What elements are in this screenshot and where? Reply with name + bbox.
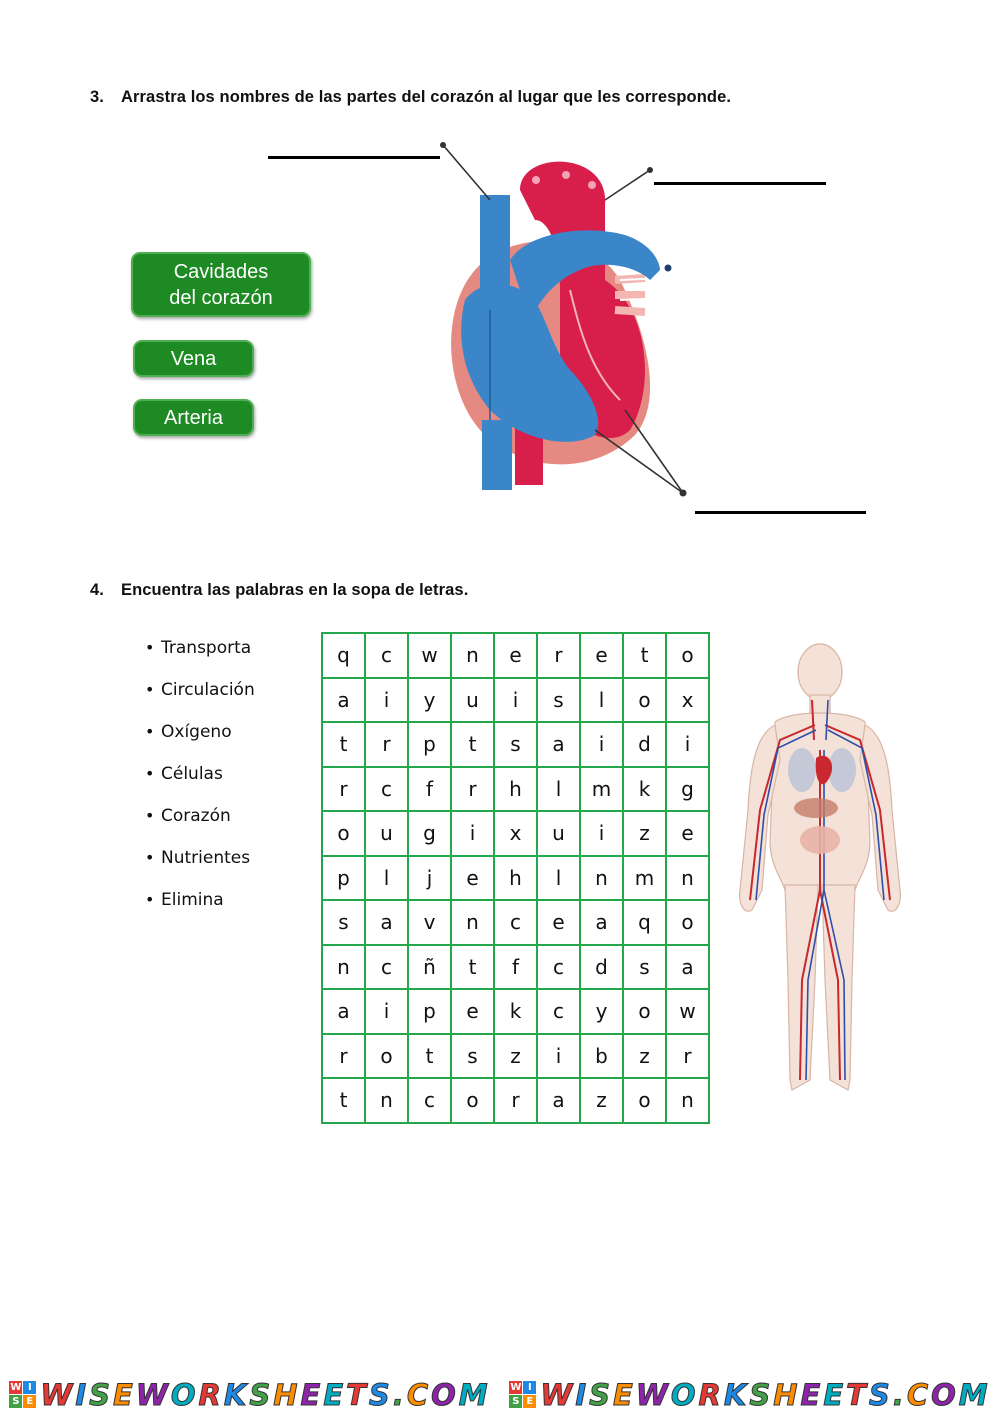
grid-cell[interactable]: ñ — [408, 945, 451, 990]
list-item: • Elimina — [145, 890, 224, 910]
grid-cell[interactable]: n — [451, 633, 494, 678]
grid-cell[interactable]: c — [365, 633, 408, 678]
grid-cell[interactable]: y — [580, 989, 623, 1034]
question-3-number: 3. — [90, 88, 104, 106]
grid-cell[interactable]: x — [494, 811, 537, 856]
grid-cell[interactable]: w — [666, 989, 709, 1034]
question-3-title — [90, 88, 731, 107]
grid-row — [322, 856, 709, 901]
grid-cell[interactable]: a — [322, 678, 365, 723]
grid-cell[interactable]: l — [580, 678, 623, 723]
grid-cell[interactable]: p — [408, 722, 451, 767]
grid-cell[interactable]: p — [322, 856, 365, 901]
grid-cell[interactable]: a — [537, 722, 580, 767]
grid-row — [322, 900, 709, 945]
grid-cell[interactable]: s — [494, 722, 537, 767]
grid-cell[interactable]: n — [365, 1078, 408, 1123]
grid-cell[interactable]: f — [494, 945, 537, 990]
heart-diagram — [420, 130, 710, 510]
list-item: • Nutrientes — [145, 848, 251, 868]
grid-cell[interactable]: i — [537, 1034, 580, 1079]
list-item: • Células — [145, 764, 223, 784]
grid-cell[interactable]: f — [408, 767, 451, 812]
circulatory-system-figure — [720, 640, 920, 1100]
grid-cell[interactable]: u — [537, 811, 580, 856]
grid-cell[interactable]: r — [666, 1034, 709, 1079]
grid-cell[interactable]: i — [666, 722, 709, 767]
grid-cell[interactable]: e — [494, 633, 537, 678]
grid-cell[interactable]: c — [365, 767, 408, 812]
grid-cell[interactable]: n — [666, 856, 709, 901]
grid-cell[interactable]: e — [580, 633, 623, 678]
grid-cell[interactable]: e — [666, 811, 709, 856]
brand-text: WISEWORKSHEETS.COM — [540, 1377, 991, 1412]
grid-cell[interactable]: w — [408, 633, 451, 678]
grid-cell[interactable]: l — [365, 856, 408, 901]
list-item: • Transporta — [145, 638, 252, 658]
grid-cell[interactable]: a — [666, 945, 709, 990]
grid-cell[interactable]: c — [494, 900, 537, 945]
brand-text: WISEWORKSHEETS.COM — [40, 1377, 491, 1412]
grid-cell[interactable]: i — [580, 811, 623, 856]
grid-cell[interactable]: c — [537, 945, 580, 990]
grid-cell[interactable]: t — [623, 633, 666, 678]
grid-cell[interactable]: o — [623, 678, 666, 723]
grid-cell[interactable]: e — [537, 900, 580, 945]
grid-cell[interactable]: n — [451, 900, 494, 945]
grid-cell[interactable]: r — [494, 1078, 537, 1123]
grid-cell[interactable]: n — [666, 1078, 709, 1123]
drag-chip-vena-label: Vena — [170, 347, 217, 370]
grid-row — [322, 678, 709, 723]
grid-cell[interactable]: i — [494, 678, 537, 723]
grid-cell[interactable]: u — [365, 811, 408, 856]
grid-cell[interactable]: v — [408, 900, 451, 945]
question-4-number: 4. — [90, 581, 104, 599]
grid-row — [322, 1034, 709, 1079]
grid-cell[interactable]: a — [580, 900, 623, 945]
grid-cell[interactable]: q — [623, 900, 666, 945]
grid-cell[interactable]: z — [494, 1034, 537, 1079]
grid-cell[interactable]: t — [322, 722, 365, 767]
grid-cell[interactable]: n — [322, 945, 365, 990]
grid-cell[interactable]: i — [365, 989, 408, 1034]
brand-watermark — [509, 1378, 990, 1412]
grid-cell[interactable]: o — [623, 989, 666, 1034]
grid-cell[interactable]: d — [623, 722, 666, 767]
drag-chip-arteria[interactable] — [133, 399, 254, 436]
grid-cell[interactable]: c — [537, 989, 580, 1034]
grid-cell[interactable]: d — [580, 945, 623, 990]
grid-cell[interactable]: t — [408, 1034, 451, 1079]
grid-cell[interactable]: t — [451, 945, 494, 990]
grid-cell[interactable]: y — [408, 678, 451, 723]
grid-cell[interactable]: k — [494, 989, 537, 1034]
grid-cell[interactable]: j — [408, 856, 451, 901]
list-item: • Circulación — [145, 680, 255, 700]
grid-cell[interactable]: o — [365, 1034, 408, 1079]
grid-cell[interactable]: z — [623, 811, 666, 856]
grid-row — [322, 767, 709, 812]
grid-row — [322, 722, 709, 767]
drop-target-top-left[interactable] — [268, 156, 440, 159]
footer-branding — [0, 1376, 1000, 1413]
grid-row — [322, 1078, 709, 1123]
grid-cell[interactable]: p — [408, 989, 451, 1034]
brand-logo-icon: W I S E — [509, 1381, 536, 1408]
question-3-text: Arrastra los nombres de las partes del corazón al lugar que les corresponde. — [121, 88, 732, 106]
vena-cava-inferior — [482, 420, 512, 490]
grid-cell[interactable]: n — [580, 856, 623, 901]
brand-logo-icon: W I S E — [9, 1381, 36, 1408]
brand-watermark — [9, 1378, 490, 1412]
list-item: • Corazón — [145, 806, 231, 826]
grid-cell[interactable]: h — [494, 856, 537, 901]
grid-cell[interactable]: m — [580, 767, 623, 812]
grid-cell[interactable]: i — [365, 678, 408, 723]
grid-cell[interactable]: a — [365, 900, 408, 945]
word-search-grid — [321, 632, 710, 1124]
grid-cell[interactable]: t — [451, 722, 494, 767]
grid-cell[interactable]: s — [322, 900, 365, 945]
word-list — [145, 638, 255, 932]
grid-cell[interactable]: u — [451, 678, 494, 723]
drag-chip-cavidades-line1: Cavidades — [173, 260, 269, 283]
grid-cell[interactable]: t — [322, 1078, 365, 1123]
grid-cell[interactable]: e — [451, 856, 494, 901]
question-4-text: Encuentra las palabras en la sopa de letras. — [121, 581, 469, 599]
grid-cell[interactable]: k — [623, 767, 666, 812]
grid-cell[interactable]: s — [623, 945, 666, 990]
grid-cell[interactable]: o — [666, 900, 709, 945]
grid-cell[interactable]: a — [322, 989, 365, 1034]
grid-cell[interactable]: g — [408, 811, 451, 856]
drag-chip-vena[interactable] — [133, 340, 254, 377]
grid-cell[interactable]: o — [451, 1078, 494, 1123]
grid-cell[interactable]: o — [322, 811, 365, 856]
grid-cell[interactable]: r — [451, 767, 494, 812]
grid-cell[interactable]: r — [322, 1034, 365, 1079]
grid-cell[interactable]: r — [537, 633, 580, 678]
grid-row — [322, 989, 709, 1034]
grid-cell[interactable]: z — [623, 1034, 666, 1079]
grid-cell[interactable]: s — [537, 678, 580, 723]
grid-cell[interactable]: l — [537, 856, 580, 901]
drag-chip-arteria-label: Arteria — [164, 406, 223, 429]
grid-cell[interactable]: x — [666, 678, 709, 723]
grid-cell[interactable]: q — [322, 633, 365, 678]
drop-target-bottom-right[interactable] — [695, 511, 866, 514]
grid-cell[interactable]: m — [623, 856, 666, 901]
grid-cell[interactable]: c — [408, 1078, 451, 1123]
grid-cell[interactable]: c — [365, 945, 408, 990]
question-4-title — [90, 581, 468, 600]
grid-cell[interactable]: b — [580, 1034, 623, 1079]
grid-cell[interactable]: o — [623, 1078, 666, 1123]
grid-cell[interactable]: i — [580, 722, 623, 767]
drag-chip-cavidades-line2: del corazón — [169, 286, 273, 309]
grid-cell[interactable]: e — [451, 989, 494, 1034]
grid-cell[interactable]: r — [365, 722, 408, 767]
grid-row — [322, 811, 709, 856]
drag-chip-cavidades[interactable] — [131, 252, 311, 317]
list-item: • Oxígeno — [145, 722, 232, 742]
grid-cell[interactable]: r — [322, 767, 365, 812]
grid-row — [322, 945, 709, 990]
grid-cell[interactable]: s — [451, 1034, 494, 1079]
grid-cell[interactable]: l — [537, 767, 580, 812]
grid-cell[interactable]: a — [537, 1078, 580, 1123]
grid-cell[interactable]: z — [580, 1078, 623, 1123]
grid-cell[interactable]: i — [451, 811, 494, 856]
grid-cell[interactable]: h — [494, 767, 537, 812]
grid-cell[interactable]: g — [666, 767, 709, 812]
grid-row — [322, 633, 709, 678]
grid-cell[interactable]: o — [666, 633, 709, 678]
